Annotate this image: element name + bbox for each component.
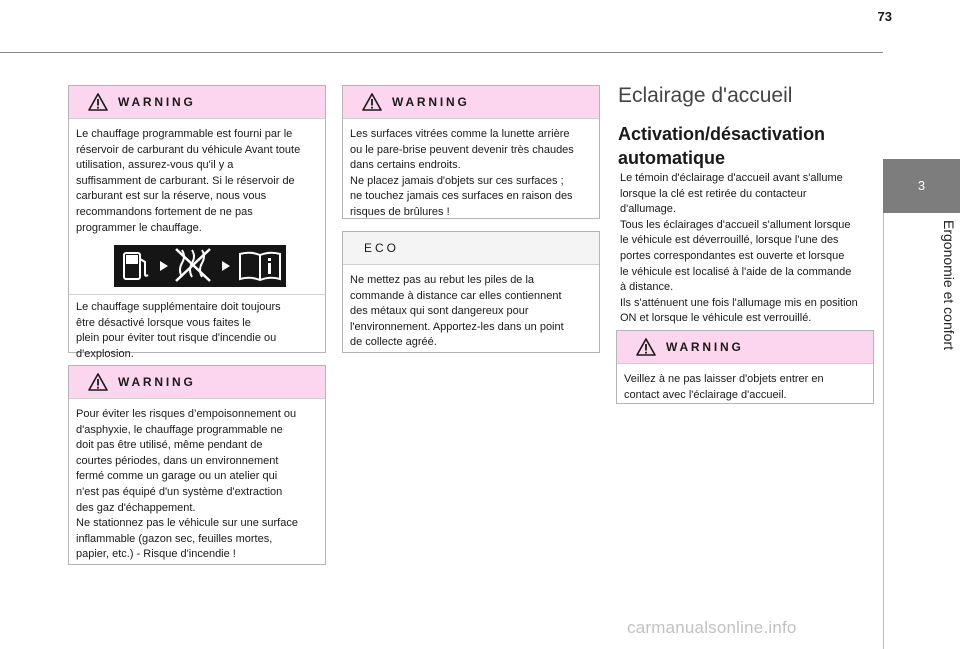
- warning-triangle-icon: [636, 338, 656, 356]
- warning-text: Le chauffage programmable est fourni par le réservoir de carburant du véhicule Avant toute utilisation, assurez-vous qu'il y a suffisamment de carburant. Si le réservoir de carburant est sur la réserve, nous vous recommandons fortement de ne pas programmer le chauffage.: [76, 128, 301, 234]
- warning-label: WARNING: [118, 375, 196, 389]
- subsection-title: Activation/désactivation automatique: [618, 124, 826, 168]
- warning-label: WARNING: [666, 340, 744, 354]
- warning-header: [343, 86, 599, 119]
- chapter-divider: [883, 213, 884, 649]
- warning-text: Veillez à ne pas laisser d'objets entrer en contact avec l'éclairage d'accueil.: [624, 373, 824, 401]
- warning-box-asphyxia: [68, 365, 326, 565]
- warning-triangle-icon: [88, 93, 108, 111]
- warning-header: [617, 331, 873, 364]
- watermark: carmanualsonline.info: [627, 618, 797, 637]
- warning-header: [69, 86, 325, 119]
- eco-text: Ne mettez pas au rebut les piles de la commande à distance car elles contiennent des métaux qui sont dangereux pour l'environnement. Apportez-les dans un point de collecte agréé.: [350, 274, 564, 349]
- warning-triangle-icon: [362, 93, 382, 111]
- eco-label: ECO: [364, 241, 400, 255]
- eco-box-batteries: [342, 231, 600, 353]
- chapter-tab[interactable]: 3: [883, 159, 960, 213]
- header-divider: [0, 52, 883, 53]
- warning-triangle-icon: [88, 373, 108, 391]
- page-number: 73: [877, 9, 892, 24]
- warning-text: Pour éviter les risques d’empoisonnement ou d'asphyxie, le chauffage programmable ne doit pas être utilisé, même pendant de courtes périodes, dans un environnement fermé comme un garage ou un atelier qui n'est pas équipé d'un système d'extraction des gaz d'échappement. Ne stationnez pas le véhicule sur une surface inflammable (gazon sec, feuilles mortes, papier, etc.) - Risque d'incendie !: [76, 408, 298, 561]
- eco-header: [343, 232, 599, 265]
- body-paragraph: Le témoin d'éclairage d'accueil avant s'allume lorsque la clé est retirée du contacteur d'allumage. Tous les éclairages d'accueil s'allument lorsque le véhicule est déverrouillé, lorsque l'une des portes correspondantes est ouverte et lorsque le véhicule est localisé à l'aide de la commande à distance. Ils s'atténuent une fois l'allumage mis en position ON et lorsque le véhicule est verrouillé.: [620, 172, 858, 325]
- section-title: Eclairage d'accueil: [618, 84, 793, 107]
- chapter-title: Ergonomie et confort: [941, 220, 957, 350]
- warning-text: Les surfaces vitrées comme la lunette arrière ou le pare-brise peuvent devenir très chaudes dans certains endroits. Ne placez jamais d'objets sur ces surfaces ; ne touchez jamais ces surfaces en raison des risques de brûlures !: [350, 128, 574, 218]
- warning-label: WARNING: [118, 95, 196, 109]
- fuel-heating-pictogram: [114, 245, 286, 287]
- warning-box-courtesy-light: [616, 330, 874, 404]
- warning-header: [69, 366, 325, 399]
- warning-label: WARNING: [392, 95, 470, 109]
- warning-text: Le chauffage supplémentaire doit toujours être désactivé lorsque vous faites le plein pour éviter tout risque d'incendie ou d'explosion.: [76, 301, 281, 360]
- warning-box-heating-fuel: [68, 85, 326, 360]
- warning-box-hot-surfaces: [342, 85, 600, 219]
